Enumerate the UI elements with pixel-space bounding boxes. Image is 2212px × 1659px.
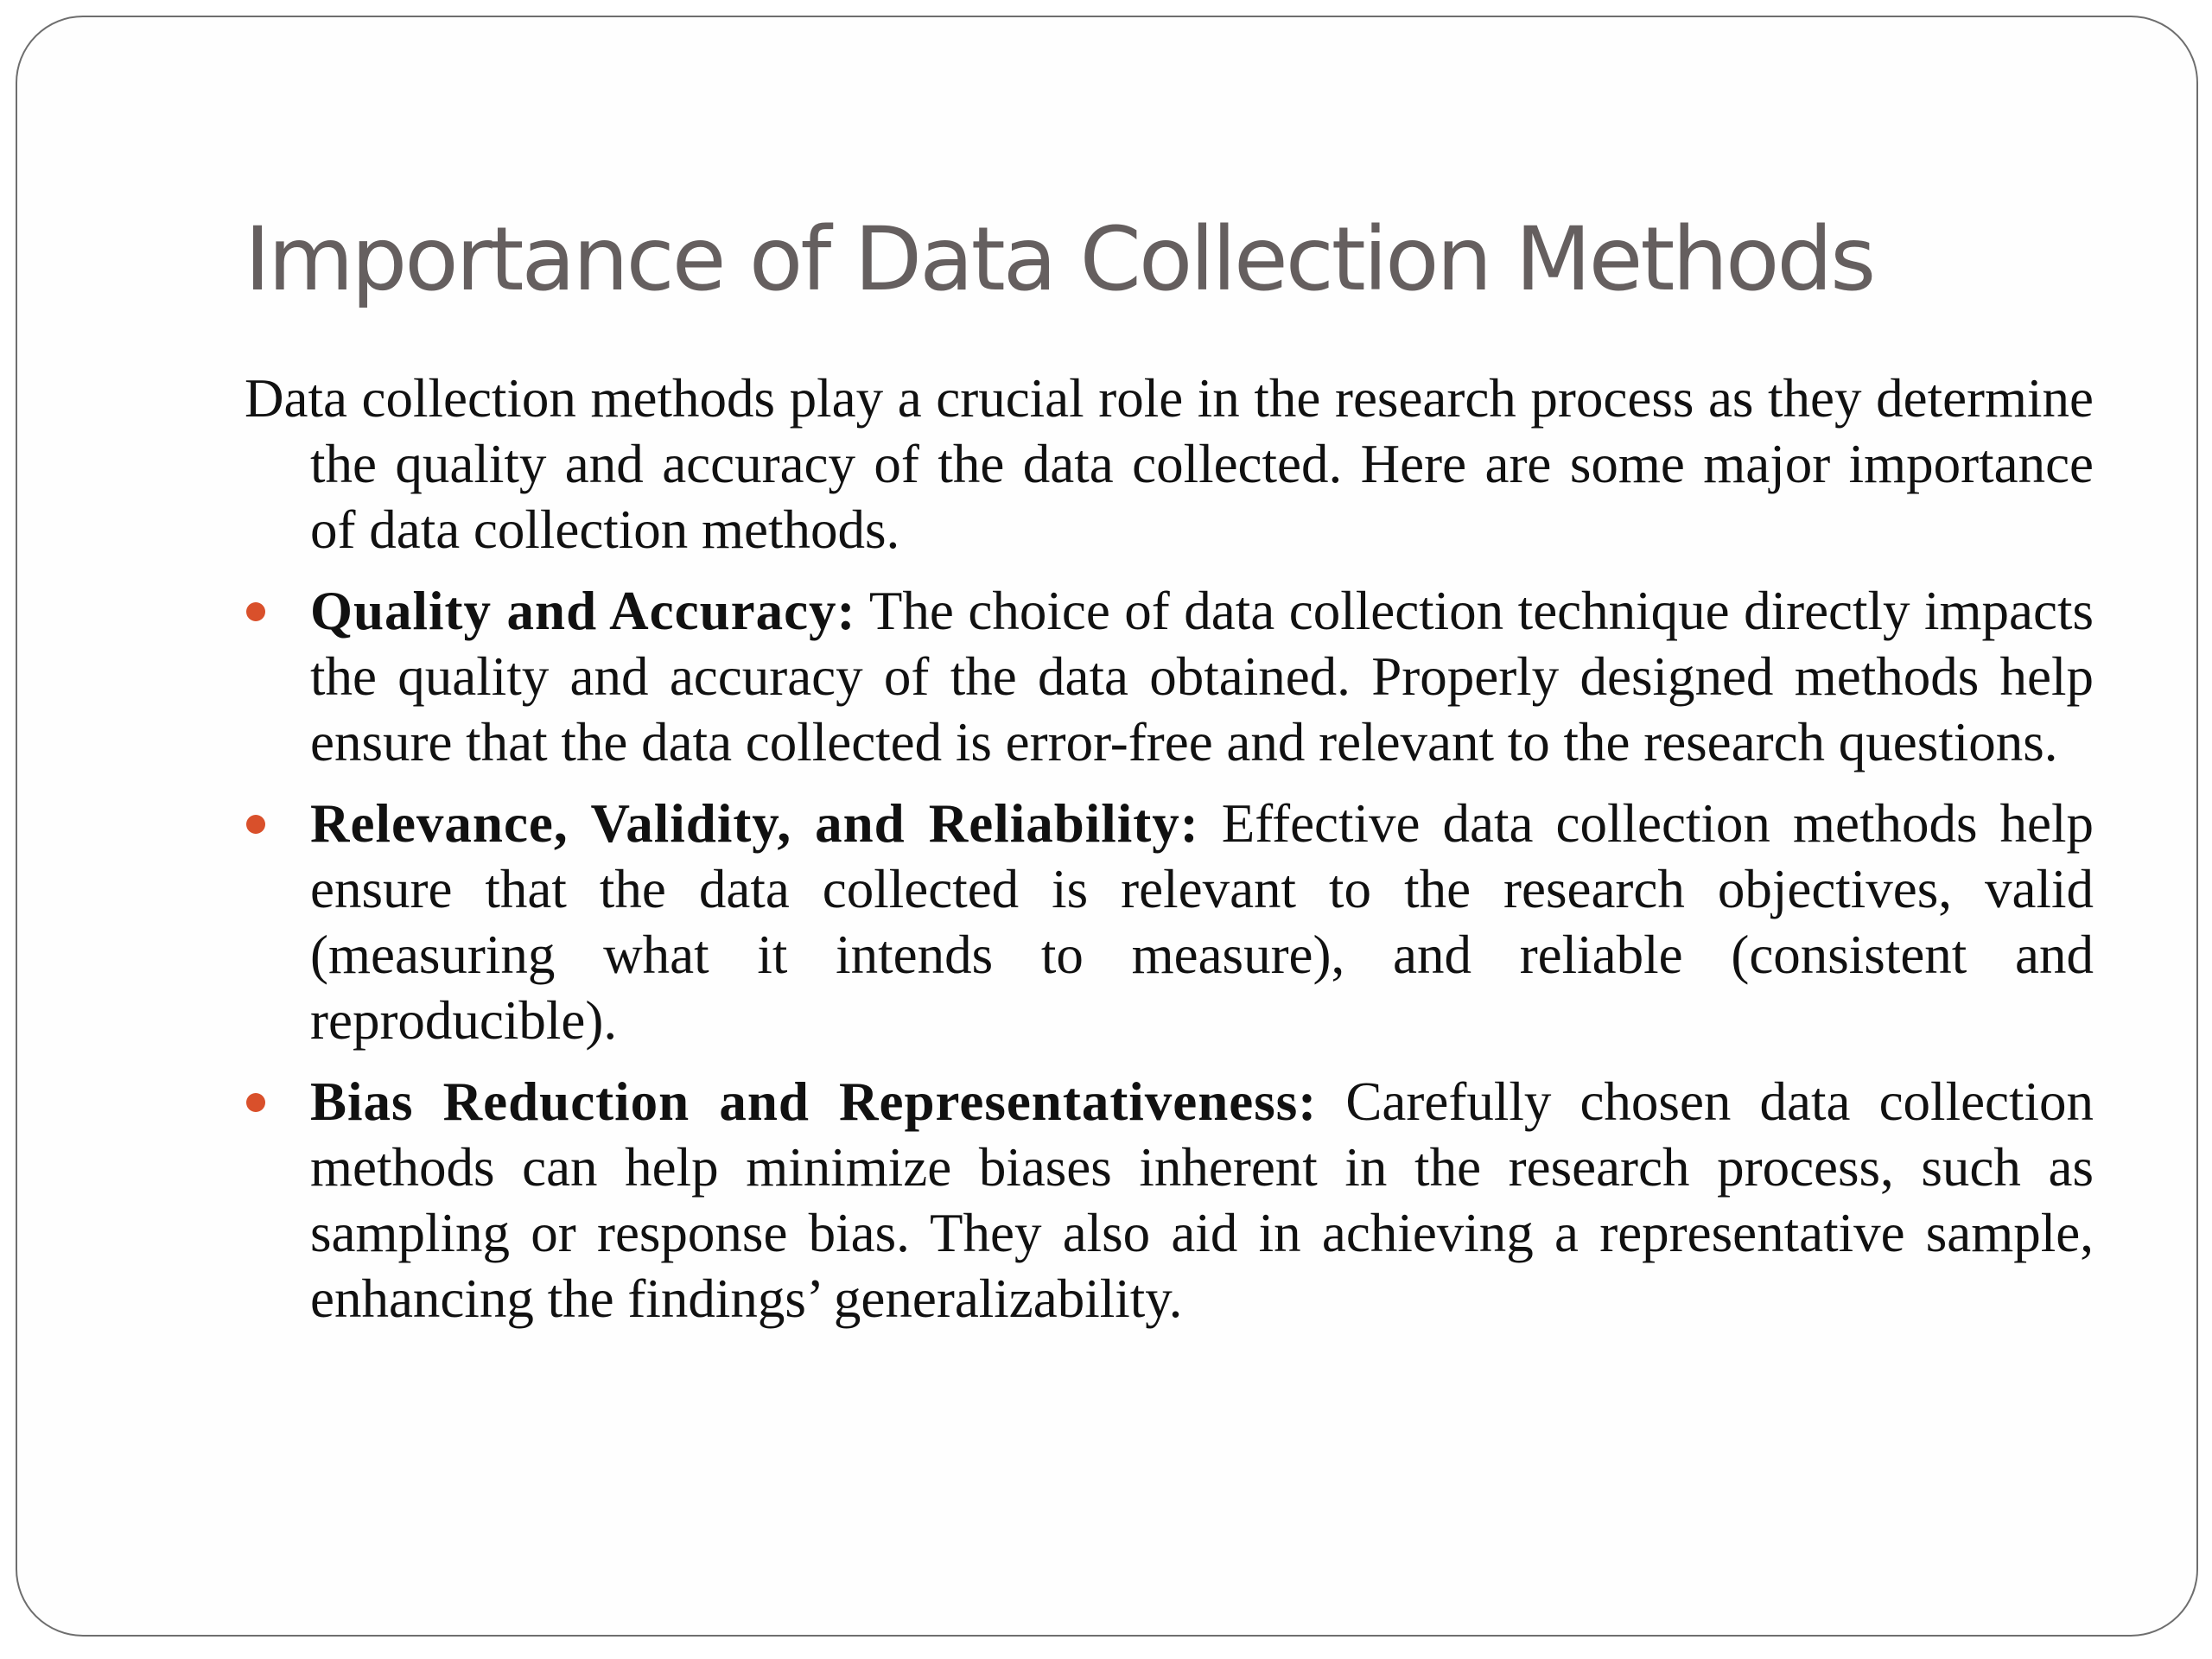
bullet-icon bbox=[246, 815, 265, 834]
slide-body bbox=[245, 365, 2094, 1347]
slide-title: Importance of Data Collection Methods bbox=[245, 208, 1874, 311]
slide-frame bbox=[16, 16, 2198, 1637]
bullet-item-quality-accuracy bbox=[245, 578, 2094, 775]
bullet-term: Relevance, Validity, and Reliability: bbox=[310, 793, 1199, 854]
bullet-text: Carefully chosen data collection methods can help minimize biases inherent in the research process, such as sampling or response bias. They also aid in achieving a representative sample, enhancing the findings’ generalizability. bbox=[310, 1071, 2094, 1329]
bullet-item-relevance-validity-reliability bbox=[245, 791, 2094, 1053]
intro-paragraph: Data collection methods play a crucial role in the research process as they determine the quality and accuracy of the data collected. Here are some major importance of data collection methods. bbox=[245, 368, 2094, 560]
bullet-icon bbox=[246, 602, 265, 621]
bullet-item-bias-reduction bbox=[245, 1069, 2094, 1332]
bullet-term: Quality and Accuracy: bbox=[310, 581, 856, 641]
bullet-list bbox=[245, 578, 2094, 1332]
bullet-text: Effective data collection methods help ensure that the data collected is relevant to the research objectives, valid (measuring what it intends to measure), and reliable (consistent and reproducible). bbox=[310, 793, 2094, 1051]
bullet-text: The choice of data collection technique directly impacts the quality and accuracy of the data obtained. Properly designed methods help ensure that the data collected is error-free and relevant to the research questions. bbox=[310, 581, 2094, 772]
bullet-icon bbox=[246, 1093, 265, 1112]
bullet-term: Bias Reduction and Representativeness: bbox=[310, 1071, 1318, 1132]
